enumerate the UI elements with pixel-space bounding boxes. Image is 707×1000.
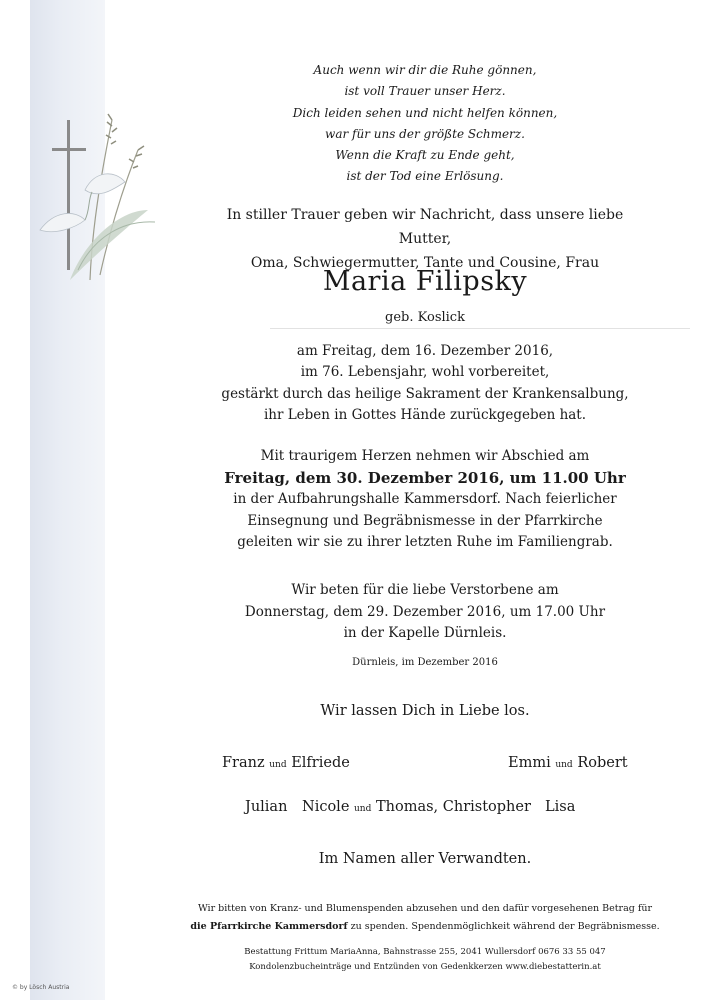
funeral-info <box>200 446 650 554</box>
death-line: ihr Leben in Gottes Hände zurückgegeben hat. <box>263 406 587 423</box>
death-notice <box>200 341 650 426</box>
und-connector: und <box>269 760 287 770</box>
poem <box>200 60 650 188</box>
copyright-note: © by Lösch Austria <box>12 984 70 991</box>
poem-line: Dich leiden sehen und nicht helfen können, <box>292 105 558 120</box>
place-date: Dürnleis, im Dezember 2016 <box>352 657 498 668</box>
donation-line-1: Wir bitten von Kranz- und Blumenspenden abzusehen und den dafür vorgesehenen Betrag für <box>197 903 653 914</box>
funeral-detail: geleiten wir sie zu ihrer letzten Ruhe im Familiengrab. <box>237 534 613 550</box>
undertaker-website: Kondolenzbucheinträge und Entzünden von Gedenkkerzen www.diebestatterin.at <box>249 962 601 972</box>
farewell-line: Wir lassen Dich in Liebe los. <box>320 703 530 719</box>
death-line: gestärkt durch das heilige Sakrament der Krankensalbung, <box>221 385 629 402</box>
family-member: Emmi <box>508 755 551 771</box>
church-name: die Pfarrkirche Kammersdorf <box>190 921 348 932</box>
divider-line <box>270 328 690 329</box>
maiden-name: geb. Koslick <box>385 310 465 325</box>
donation-note <box>190 900 660 936</box>
family-couple-2 <box>508 753 628 775</box>
family-member: Elfriede <box>291 755 350 771</box>
family-couple-1 <box>222 753 350 775</box>
closing-line: Im Namen aller Verwandten. <box>318 851 532 867</box>
funeral-lead: Mit traurigem Herzen nehmen wir Abschied am <box>260 448 590 464</box>
death-line: im 76. Lebensjahr, wohl vorbereitet, <box>300 364 550 381</box>
family-member: Thomas, Christopher <box>375 799 531 815</box>
donation-rest: zu spenden. Spendenmöglichkeit während der Begräbnismesse. <box>347 921 660 932</box>
donation-line-2 <box>190 918 660 936</box>
deceased-name: Maria Filipsky <box>322 266 528 297</box>
family-member: Franz <box>222 755 265 771</box>
intro-line: Oma, Schwiegermutter, Tante und Cousine, Frau <box>250 255 600 271</box>
poem-line: ist der Tod eine Erlösung. <box>346 169 504 184</box>
family-member: Nicole <box>302 799 350 815</box>
funeral-detail: in der Aufbahrungshalle Kammersdorf. Nach feierlicher <box>233 491 617 507</box>
undertaker-address: Bestattung Frittum MariaAnna, Bahnstrasse 255, 2041 Wullersdorf 0676 33 55 047 <box>244 947 606 957</box>
family-member-lisa: Lisa <box>545 799 576 815</box>
funeral-detail: Einsegnung und Begräbnismesse in der Pfarrkirche <box>247 512 603 529</box>
poem-line: Auch wenn wir dir die Ruhe gönnen, <box>313 63 537 77</box>
funeral-date: Freitag, dem 30. Dezember 2016, um 11.00 Uhr <box>224 468 626 487</box>
death-line: am Freitag, dem 16. Dezember 2016, <box>296 343 554 359</box>
family-member: Robert <box>577 755 628 771</box>
poem-line: ist voll Trauer unser Herz. <box>344 84 506 99</box>
prayer-info <box>200 580 650 645</box>
poem-line: Wenn die Kraft zu Ende geht, <box>335 148 515 163</box>
undertaker-info <box>210 945 640 975</box>
prayer-line: Donnerstag, dem 29. Dezember 2016, um 17.00 Uhr <box>244 603 606 620</box>
prayer-line: in der Kapelle Dürnleis. <box>343 625 507 641</box>
prayer-line: Wir beten für die liebe Verstorbene am <box>291 582 559 598</box>
intro-line: In stiller Trauer geben wir Nachricht, dass unsere liebe Mutter, <box>226 207 624 247</box>
cross-lily-illustration <box>30 110 170 285</box>
poem-line: war für uns der größte Schmerz. <box>325 126 525 141</box>
family-member-julian: Julian <box>245 799 288 815</box>
und-connector: und <box>555 760 573 770</box>
und-connector: und <box>354 804 372 814</box>
family-couple-3 <box>302 797 531 819</box>
